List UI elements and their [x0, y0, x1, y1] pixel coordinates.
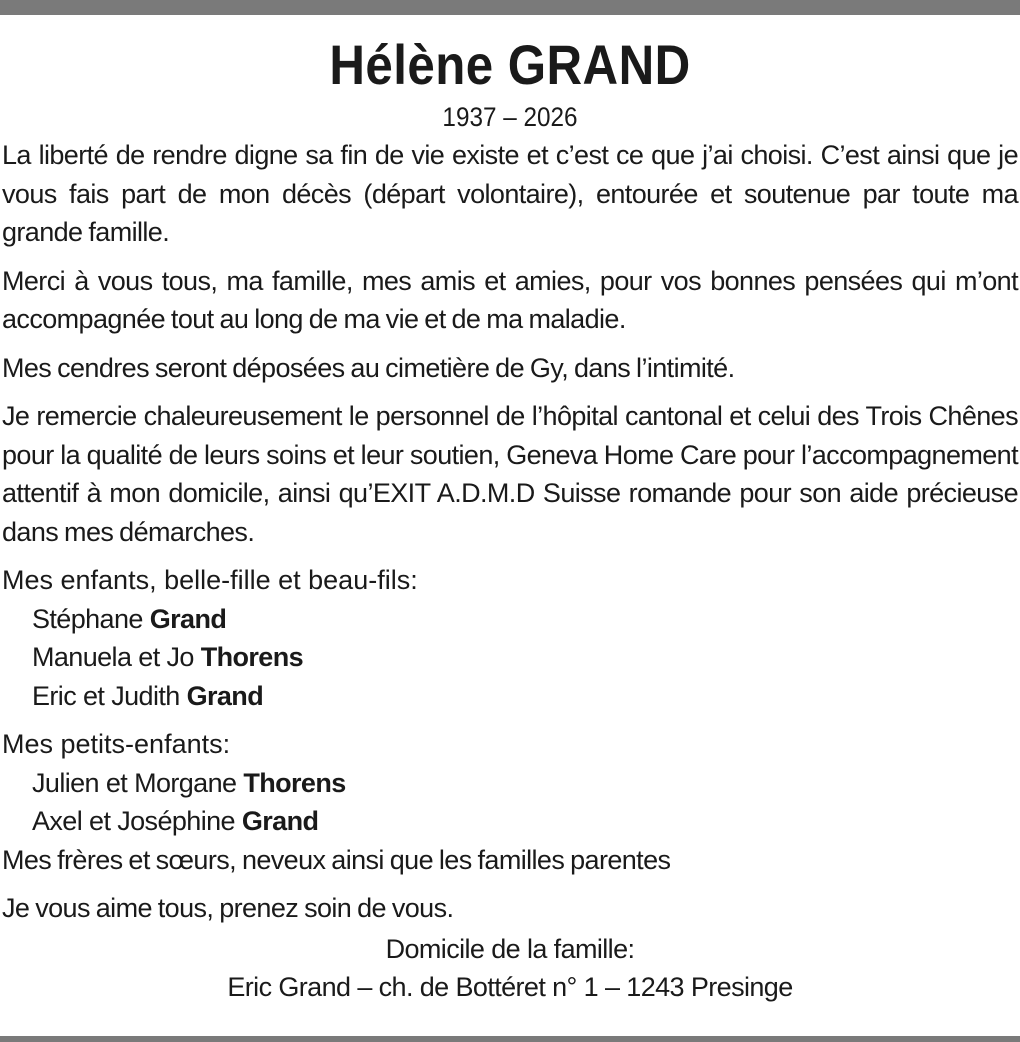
children-list	[2, 561, 1018, 715]
surname: Thorens	[243, 767, 346, 798]
surname: Thorens	[200, 642, 304, 672]
list-item	[2, 764, 1018, 803]
top-rule	[0, 0, 1020, 15]
given-names: Julien et Morgane	[32, 767, 237, 798]
notice-body	[0, 136, 1020, 1006]
obituary-notice	[0, 30, 1020, 1006]
family-domicile	[2, 930, 1018, 1006]
list-item	[2, 638, 1018, 677]
closing-line: Je vous aime tous, prenez soin de vous.	[2, 893, 454, 923]
given-names: Manuela et Jo	[32, 642, 194, 672]
paragraph-ashes: Mes cendres seront déposées au cimetière de Gy, dans l’intimité.	[2, 352, 735, 383]
surname: Grand	[186, 680, 264, 711]
paragraph-choice: La liberté de rendre digne sa fin de vie existe et c’est ce que j’ai choisi. C’est ainsi que je vous fais part de mon décès (départ volontaire), entourée et soutenue par toute ma grande famille.	[2, 140, 1018, 247]
list-item	[2, 600, 1018, 639]
surname: Grand	[149, 603, 227, 634]
grandchildren-list	[2, 725, 1018, 841]
domicile-label: Domicile de la famille:	[385, 933, 635, 964]
list-item	[2, 802, 1018, 841]
bottom-rule	[0, 1036, 1020, 1042]
deceased-name: Hélène GRAND	[329, 33, 691, 96]
siblings-line: Mes frères et sœurs, neveux ainsi que les familles parentes	[2, 844, 671, 875]
grandchildren-heading: Mes petits-enfants:	[2, 729, 231, 759]
paragraph-thanks: Merci à vous tous, ma famille, mes amis et amies, pour vos bonnes pensées qui m’ont accompagnée tout au long de ma vie et de ma maladie.	[2, 265, 1018, 334]
given-names: Axel et Joséphine	[32, 806, 235, 836]
surname: Grand	[241, 806, 319, 836]
paragraph-acknowledgements: Je remercie chaleureusement le personnel de l’hôpital cantonal et celui des Trois Chênes pour la qualité de leurs soins et leur soutien, Geneva Home Care pour l’accompagnement attentif à mon domicile, ainsi qu’EXIT A.D.M.D Suisse romande pour son aide précieuse dans mes démarches.	[2, 401, 1018, 547]
given-names: Eric et Judith	[32, 680, 180, 711]
list-item	[2, 677, 1018, 716]
life-dates: 1937 – 2026	[442, 102, 578, 132]
children-heading: Mes enfants, belle-fille et beau-fils:	[2, 565, 418, 595]
domicile-address: Eric Grand – ch. de Bottéret n° 1 – 1243 Presinge	[227, 971, 793, 1002]
given-names: Stéphane	[32, 603, 143, 634]
